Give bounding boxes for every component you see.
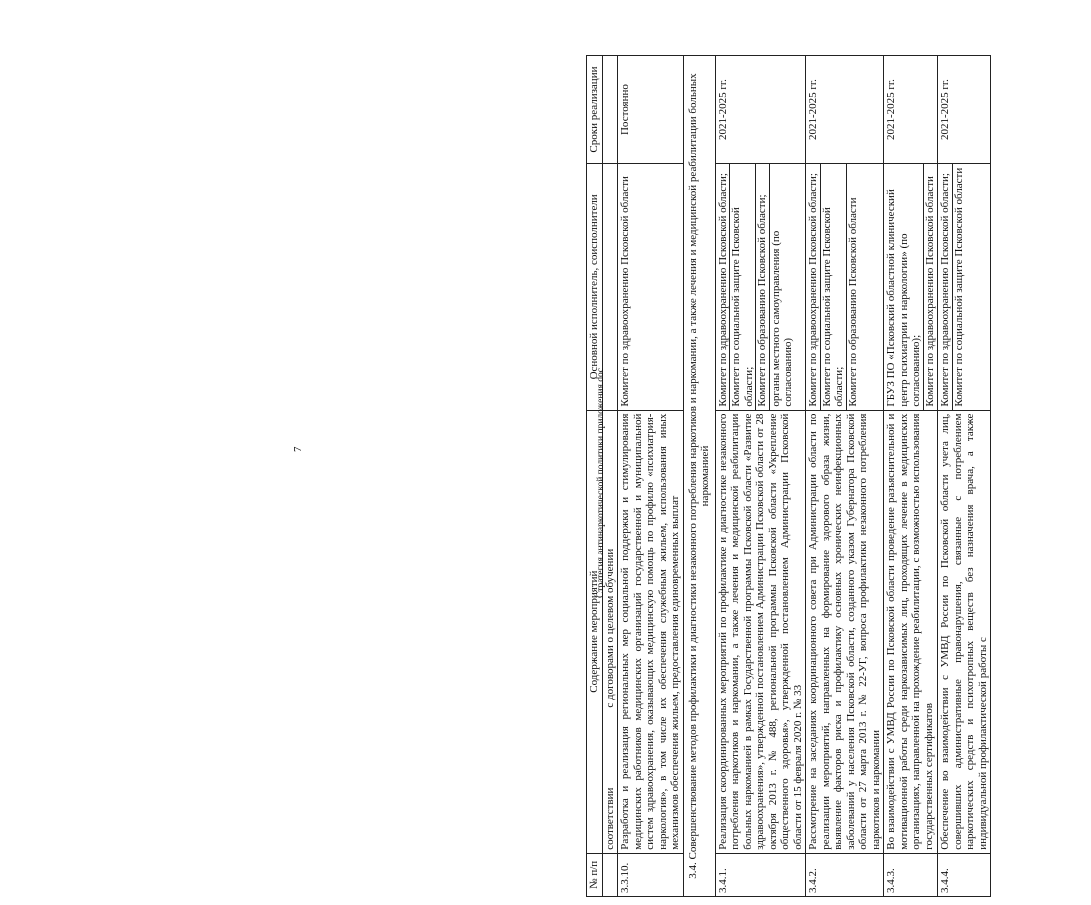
row-number: 3.4.2. — [806, 853, 884, 896]
row-term: 2021-2025 гг. — [884, 56, 938, 164]
header-term: Сроки реализации — [587, 56, 603, 164]
row-term: 2021-2025 гг. — [938, 56, 991, 164]
executor-line: Комитет по здравоохранению Псковской области; — [717, 164, 731, 409]
executor-line: Комитет по образованию Псковской области — [846, 197, 859, 407]
section-heading: 3.4. Совершенствование методов профилактики и диагностики незаконного потребления наркотиков и наркомании, а также лечения и медицинской реабилитации больных наркоманией — [683, 56, 715, 897]
row-term: Постоянно — [618, 56, 684, 164]
continuation-empty — [602, 853, 618, 896]
executor-line: Комитет по здравоохранению Псковской области; — [939, 164, 953, 409]
row-executor — [806, 164, 884, 410]
header-executor: Основной исполнитель, соисполнители — [587, 164, 603, 410]
document-footer: Стратегия антинаркотической политики приложения.doc — [596, 368, 606, 598]
row-number: 3.3.10. — [618, 853, 684, 896]
executor-line: ГБУЗ ПО «Псковский областной клинический центр психиатрии и наркологии» (по согласованию); — [885, 164, 924, 409]
executor-line: Комитет по образованию Псковской области; — [756, 164, 770, 409]
header-num: № п/п — [587, 853, 603, 896]
row-number: 3.4.4. — [938, 853, 991, 896]
executor-line: Комитет по здравоохранению Псковской области — [923, 176, 936, 407]
row-term: 2021-2025 гг. — [715, 56, 806, 164]
row-executor — [884, 164, 938, 410]
executor-line: Комитет по социальной защите Псковской области — [952, 167, 965, 407]
row-content: Разработка и реализация региональных мер социальной поддержки и стимулирования медицинских работников медицинских организаций государственной и муниципальной систем здравоохранения, оказывающих медицинскую помощь по профилю «психиатрия-наркология», в том числе их обеспечения служебным жильем, использования иных механизмов обеспечения жильем, предоставления единовременных выплат — [618, 410, 684, 853]
continuation-term-empty — [602, 56, 618, 164]
table-row — [806, 56, 884, 897]
row-content: Реализация скоординированных мероприятий по профилактике и диагностике незаконного потребления наркотиков и наркомании, а также лечения и медицинской реабилитации больных наркоманией в рамках Государственной программы Псковской области «Развитие здравоохранения», утвержденной постановлением Администрации Псковской области от 28 октября 2013 г. № 488, региональной программы Псковской области «Укрепление общественного здоровья», утвержденной постановлением Администрации Псковской области от 15 февраля 2020 г. № 33 — [715, 410, 806, 853]
row-content: Обеспечение во взаимодействии с УМВД России по Псковской области учета лиц, совершивших административные правонарушения, связанные с потреблением наркотических средств и психотропных веществ без назначения врача, а также индивидуальной профилактической работы с — [938, 410, 991, 853]
continuation-left: соответствии — [603, 787, 616, 850]
row-content: Рассмотрение на заседаниях координационного совета при Администрации области по реализации мероприятий, направленных на формирование здорового образа жизни, выявление факторов риска и профилактику основных хронических неинфекционных заболеваний у населения Псковской области, созданного указом Губернатора Псковской области от 27 марта 2013 г. № 22-УГ, вопроса профилактики незаконного потребления наркотиков и наркомании — [806, 410, 884, 853]
page-number: 7 — [292, 446, 304, 452]
row-executor: Комитет по здравоохранению Псковской области — [618, 164, 684, 410]
table-row — [715, 56, 806, 897]
row-number: 3.4.1. — [715, 853, 806, 896]
table-row — [618, 56, 684, 897]
header-content: Содержание мероприятий — [587, 410, 603, 853]
executor-line: Комитет по здравоохранению Псковской области; — [807, 164, 821, 409]
row-term: 2021-2025 гг. — [806, 56, 884, 164]
executor-line: Комитет по социальной защите Псковской области; — [821, 164, 847, 409]
measures-table — [586, 55, 991, 897]
continuation-center: с договорами о целевом обучении — [603, 548, 616, 708]
row-content: Во взаимодействии с УМВД России по Псковской области проведение разъяснительной и мотивационной работы среди наркозависимых лиц, проходящих лечение в медицинских организациях, направленной на прохождение реабилитации, с возможностью использования государственных сертификатов — [884, 410, 938, 853]
row-executor — [938, 164, 991, 410]
section-row — [683, 56, 715, 897]
table-row — [938, 56, 991, 897]
executor-line: органы местного самоуправления (по согласованию) — [769, 230, 794, 407]
executor-line: Комитет по социальной защите Псковской области; — [730, 164, 756, 409]
row-executor — [715, 164, 806, 410]
strategy-table-page — [586, 55, 1091, 897]
table-row — [884, 56, 938, 897]
row-number: 3.4.3. — [884, 853, 938, 896]
